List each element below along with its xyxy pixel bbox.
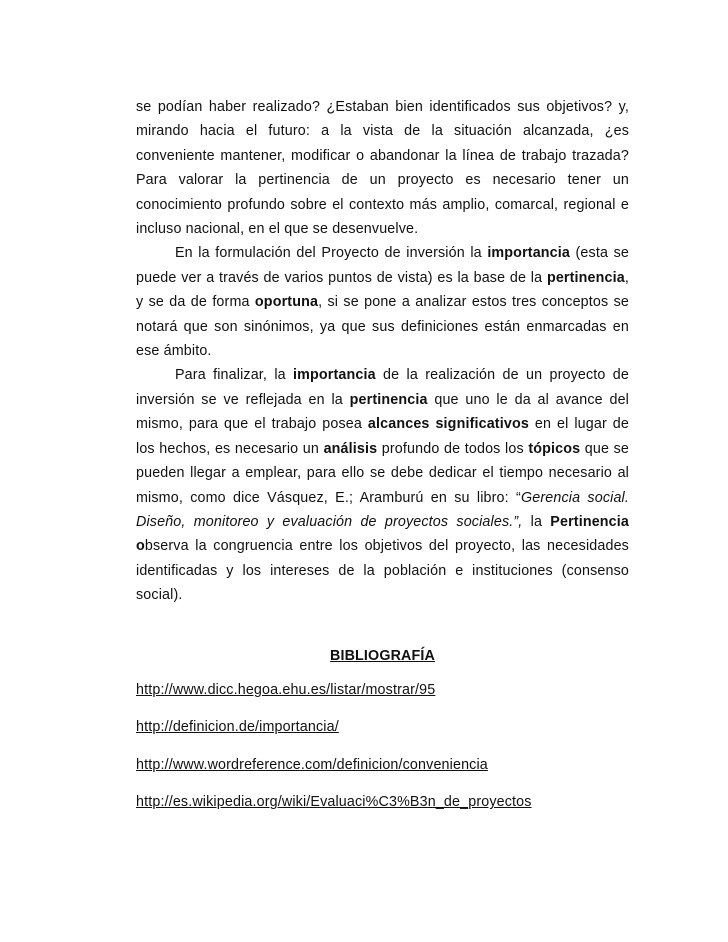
bold-term-pertinencia: pertinencia — [349, 391, 428, 408]
bold-term-importancia: importancia — [487, 245, 570, 262]
text-run: En la formulación del Proyecto de inversión la — [175, 245, 488, 262]
document-page — [136, 95, 629, 815]
bold-term-oportuna: oportuna — [254, 294, 319, 311]
book-title: Gerencia social. Diseño, monitoreo y evaluación de proyectos sociales.”, — [136, 489, 629, 530]
bold-letter: o — [136, 538, 145, 555]
bold-term-alcances: alcances significativos — [367, 416, 529, 433]
bold-term-analisis: análisis — [323, 440, 378, 457]
bibliography-link-2[interactable]: http://definicion.de/importancia/ — [136, 719, 339, 736]
text-run: , si se pone a analizar estos tres conceptos se notará que son sinónimos, ya que sus definiciones están enmarcadas en ese ámbito. — [136, 294, 630, 360]
paragraph-context: se podían haber realizado? ¿Estaban bien identificados sus objetivos? y, mirando hacia el futuro: a la vista de la situación alcanzada, ¿es conveniente mantener, modificar o abandonar la línea de trabajo trazada? Para valorar la pertinencia de un proyecto es necesario tener un conocimiento profundo sobre el contexto más amplio, comarcal, regional e incluso nacional, en el que se desenvuelve. — [136, 99, 629, 238]
text-run: (esta se puede ver a través de varios puntos de vista) es la base de la — [136, 245, 629, 286]
text-run: bserva la congruencia entre los objetivos del proyecto, las necesidades identificadas y los intereses de la población e instituciones (consenso social). — [136, 538, 629, 604]
text-run: la — [522, 513, 551, 530]
text-run: , y se da de forma — [136, 269, 629, 311]
bold-term-pertinencia: pertinencia — [546, 269, 625, 286]
paragraph-conclusion — [136, 363, 629, 607]
text-run: que se pueden llegar a emplear, para ello se debe dedicar el tiempo necesario al mismo, como dice Vásquez, E.; Aramburú en su libro: “ — [136, 440, 630, 506]
text-run: Para finalizar, la — [175, 367, 294, 384]
bold-term-importancia: importancia — [293, 367, 376, 384]
text-run: que uno le da al avance del mismo, para que el trabajo posea — [136, 391, 629, 433]
bibliography-link-1[interactable]: http://www.dicc.hegoa.ehu.es/listar/mostrar/95 — [136, 681, 436, 698]
bibliography-heading: BIBLIOGRAFÍA — [329, 647, 436, 664]
text-run: en el lugar de los hechos, es necesario un — [136, 416, 629, 457]
paragraph-formulation — [136, 241, 629, 363]
bold-term-pertinencia-2: Pertinencia — [550, 513, 630, 530]
bold-term-topicos: tópicos — [528, 440, 581, 457]
text-run: profundo de todos los — [377, 440, 529, 457]
text-run: de la realización de un proyecto de inversión se ve reflejada en la — [136, 367, 630, 408]
bibliography-link-3[interactable]: http://www.wordreference.com/definicion/conveniencia — [136, 756, 488, 773]
bibliography-link-4[interactable]: http://es.wikipedia.org/wiki/Evaluaci%C3%B3n_de_proyectos — [136, 794, 532, 811]
